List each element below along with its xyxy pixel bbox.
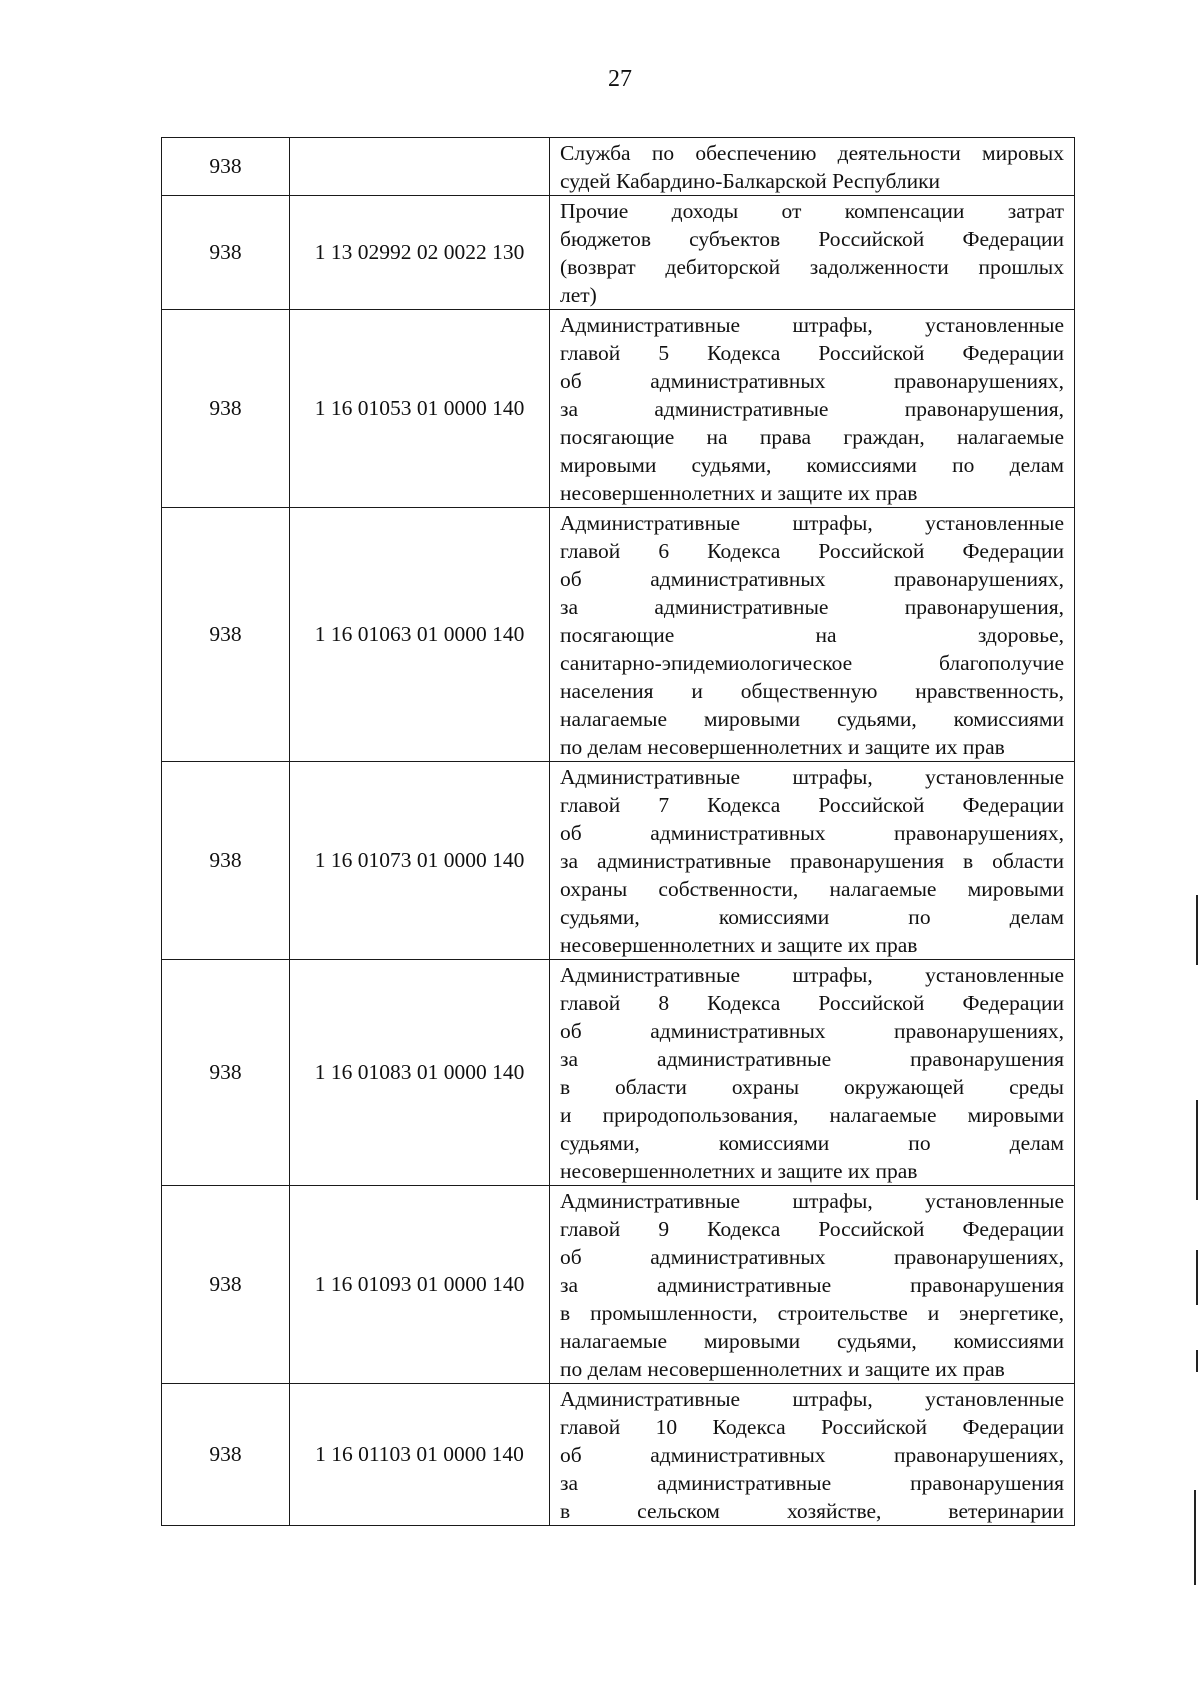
income-code-cell: 1 16 01083 01 0000 140 [290, 960, 550, 1186]
income-name-line: несовершеннолетних и защите их прав [560, 1159, 918, 1183]
income-name-line: об административных правонарушениях, [560, 1443, 1064, 1467]
table-row [162, 762, 1075, 960]
income-name-line: Административные штрафы, установленные [560, 1189, 1064, 1213]
income-name-line: за административные правонарушения, [560, 595, 1064, 619]
table-row [162, 196, 1075, 310]
income-name-line: об административных правонарушениях, [560, 369, 1064, 393]
income-name-line: за административные правонарушения в области [560, 849, 1064, 873]
income-name-line: налагаемые мировыми судьями, комиссиями [560, 707, 1064, 731]
income-code-cell: 1 13 02992 02 0022 130 [290, 196, 550, 310]
income-name-line: судьями, комиссиями по делам [560, 1131, 1064, 1155]
income-name-line: Служба по обеспечению деятельности мировых [560, 141, 1064, 165]
scan-artifact-mark [1196, 1250, 1198, 1305]
table-row [162, 1384, 1075, 1526]
admin-code-cell: 938 [162, 138, 290, 196]
income-name-line: санитарно-эпидемиологическое благополучие [560, 651, 1064, 675]
income-name-cell [550, 762, 1075, 960]
income-name-line: об административных правонарушениях, [560, 1245, 1064, 1269]
income-name-line: по делам несовершеннолетних и защите их прав [560, 735, 1005, 759]
table-body [162, 138, 1075, 1526]
scan-artifact-mark [1196, 895, 1198, 965]
table-row [162, 1186, 1075, 1384]
income-name-line: и природопользования, налагаемые мировыми [560, 1103, 1064, 1127]
income-name-line: об административных правонарушениях, [560, 567, 1064, 591]
income-name-line: Административные штрафы, установленные [560, 963, 1064, 987]
income-name-line: в сельском хозяйстве, ветеринарии [560, 1499, 1064, 1523]
income-name-line: населения и общественную нравственность, [560, 679, 1064, 703]
page-number: 27 [608, 66, 632, 92]
admin-code-cell: 938 [162, 762, 290, 960]
income-name-line: об административных правонарушениях, [560, 1019, 1064, 1043]
income-name-line: главой 6 Кодекса Российской Федерации [560, 539, 1064, 563]
income-name-line: в промышленности, строительстве и энергетике, [560, 1301, 1064, 1325]
income-name-line: охраны собственности, налагаемые мировыми [560, 877, 1064, 901]
scan-artifact-mark [1194, 1490, 1196, 1585]
income-name-line: Административные штрафы, установленные [560, 765, 1064, 789]
income-name-line: судей Кабардино-Балкарской Республики [560, 169, 941, 193]
income-name-line: Административные штрафы, установленные [560, 511, 1064, 535]
income-name-cell [550, 310, 1075, 508]
income-name-line: главой 10 Кодекса Российской Федерации [560, 1415, 1064, 1439]
income-name-line: Административные штрафы, установленные [560, 313, 1064, 337]
income-name-line: лет) [560, 283, 597, 307]
income-name-line: Административные штрафы, установленные [560, 1387, 1064, 1411]
income-name-line: за административные правонарушения [560, 1273, 1064, 1297]
budget-codes-table [161, 137, 1075, 1526]
income-name-line: несовершеннолетних и защите их прав [560, 481, 918, 505]
income-name-line: посягающие на здоровье, [560, 623, 1064, 647]
income-code-cell: 1 16 01063 01 0000 140 [290, 508, 550, 762]
income-name-cell [550, 1186, 1075, 1384]
income-name-line: мировыми судьями, комиссиями по делам [560, 453, 1064, 477]
income-code-cell [290, 138, 550, 196]
income-name-line: налагаемые мировыми судьями, комиссиями [560, 1329, 1064, 1353]
income-name-cell [550, 196, 1075, 310]
table-row [162, 138, 1075, 196]
income-name-line: в области охраны окружающей среды [560, 1075, 1064, 1099]
income-name-cell [550, 1384, 1075, 1526]
admin-code-cell: 938 [162, 310, 290, 508]
income-name-line: главой 7 Кодекса Российской Федерации [560, 793, 1064, 817]
income-name-line: за административные правонарушения [560, 1047, 1064, 1071]
admin-code-cell: 938 [162, 960, 290, 1186]
income-name-line: бюджетов субъектов Российской Федерации [560, 227, 1064, 251]
income-name-line: Прочие доходы от компенсации затрат [560, 199, 1064, 223]
income-name-line: об административных правонарушениях, [560, 821, 1064, 845]
table-row [162, 310, 1075, 508]
income-name-line: главой 9 Кодекса Российской Федерации [560, 1217, 1064, 1241]
admin-code-cell: 938 [162, 508, 290, 762]
table-row [162, 508, 1075, 762]
admin-code-cell: 938 [162, 1384, 290, 1526]
income-name-line: (возврат дебиторской задолженности прошлых [560, 255, 1064, 279]
income-name-cell [550, 960, 1075, 1186]
admin-code-cell: 938 [162, 196, 290, 310]
income-name-line: несовершеннолетних и защите их прав [560, 933, 918, 957]
income-code-cell: 1 16 01073 01 0000 140 [290, 762, 550, 960]
income-name-line: главой 8 Кодекса Российской Федерации [560, 991, 1064, 1015]
income-code-cell: 1 16 01093 01 0000 140 [290, 1186, 550, 1384]
income-name-line: по делам несовершеннолетних и защите их прав [560, 1357, 1005, 1381]
income-name-line: главой 5 Кодекса Российской Федерации [560, 341, 1064, 365]
scan-artifact-mark [1196, 1350, 1198, 1372]
income-name-line: судьями, комиссиями по делам [560, 905, 1064, 929]
income-name-line: посягающие на права граждан, налагаемые [560, 425, 1064, 449]
admin-code-cell: 938 [162, 1186, 290, 1384]
income-name-cell [550, 138, 1075, 196]
table-row [162, 960, 1075, 1186]
income-name-line: за административные правонарушения, [560, 397, 1064, 421]
income-name-line: за административные правонарушения [560, 1471, 1064, 1495]
scan-artifact-mark [1196, 1100, 1198, 1200]
income-name-cell [550, 508, 1075, 762]
income-code-cell: 1 16 01103 01 0000 140 [290, 1384, 550, 1526]
income-code-cell: 1 16 01053 01 0000 140 [290, 310, 550, 508]
